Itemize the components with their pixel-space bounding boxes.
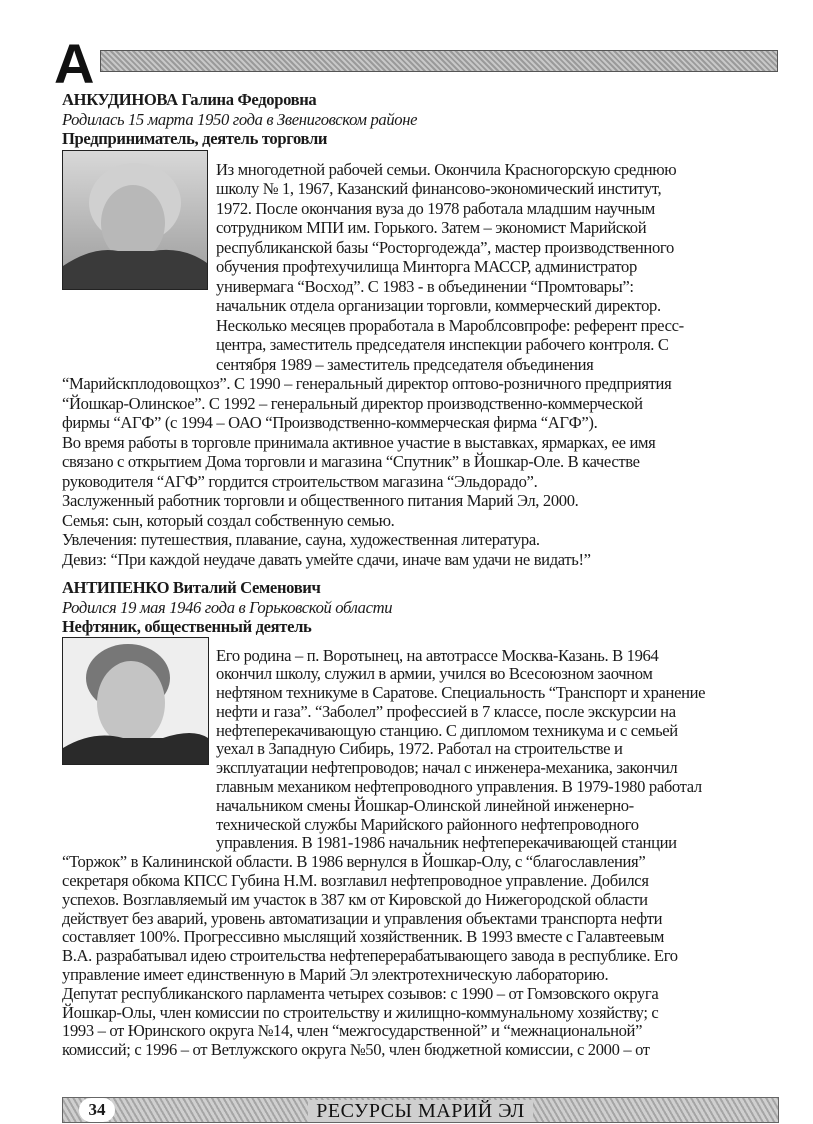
text-line: Депутат республиканского парламента четырех созывов: с 1990 – от Гомзовского округа	[62, 983, 659, 1003]
text-line: Несколько месяцев проработала в Мароблсовпрофе: референт пресс-	[216, 315, 684, 335]
text-line: начальником смены Йошкар-Олинской линейной инженерно-	[216, 795, 634, 815]
text-line: нефтяном техникуме в Саратове. Специальность “Транспорт и хранение	[216, 683, 706, 703]
text-line: “Марийскплодовощхоз”. С 1990 – генеральный директор оптово-розничного предприятия	[62, 374, 672, 393]
text-line: нефти и газа”. “Заболел” профессией в 7 классе, после экскурсии на	[216, 701, 676, 721]
profession: Предприниматель, деятель торговли	[62, 129, 328, 148]
text-line: связано с открытием Дома торговли и магазина “Спутник” в Йошкар-Оле. В качестве	[62, 452, 640, 471]
text-line: начальник отдела организации торговли, коммерческий директор.	[216, 296, 661, 315]
page-number: 34	[79, 1098, 115, 1122]
text-line: управления. В 1981-1986 начальник нефтеперекачивающей станции	[216, 833, 677, 853]
birth-info: Родилась 15 марта 1950 года в Звениговском районе	[62, 109, 418, 129]
text-line: Заслуженный работник торговли и общественного питания Марий Эл, 2000.	[62, 491, 579, 510]
text-line: В.А. разрабатывал идею строительства нефтеперерабатывающего завода в республике. Его	[62, 946, 678, 966]
text-line: обучения профтехучилища Минторга МАССР, администратор	[216, 257, 637, 276]
person-name: АНКУДИНОВА Галина Федоровна	[62, 90, 317, 109]
text-line: Семья: сын, который создал собственную семью.	[62, 510, 395, 530]
portrait-photo	[62, 637, 209, 765]
text-line: составляет 100%. Прогрессивно мыслящий хозяйственник. В 1993 вместе с Галавтеевым	[62, 927, 665, 947]
text-line: 1993 – от Юринского округа №14, член “межгосударственной” и “межнациональной”	[62, 1021, 643, 1041]
text-line: нефтеперекачивающую станцию. С дипломом техникума и с семьей	[216, 720, 678, 740]
text-line: универмага “Восход”. С 1983 - в объединении “Промтовары”:	[216, 276, 634, 296]
section-header-bar	[100, 50, 778, 72]
portrait-photo	[62, 150, 208, 290]
profession: Нефтяник, общественный деятель	[62, 617, 312, 636]
text-line: “Йошкар-Олинское”. С 1992 – генеральный директор производственно-коммерческой	[62, 393, 643, 413]
page-footer	[62, 1097, 779, 1123]
text-line: сентября 1989 – заместитель председателя объединения	[216, 354, 594, 374]
text-line: главным механиком нефтепроводного управления. В 1979-1980 работал	[216, 777, 702, 797]
text-line: Его родина – п. Воротынец, на автотрассе Москва-Казань. В 1964	[216, 645, 659, 665]
text-line: действует без аварий, уровень автоматизации и управления объектами транспорта нефти	[62, 908, 663, 928]
text-line: фирмы “АГФ” (с 1994 – ОАО “Производственно-коммерческая фирма “АГФ”).	[62, 413, 598, 432]
birth-info: Родился 19 мая 1946 года в Горьковской области	[62, 597, 393, 617]
section-letter: А	[54, 32, 95, 95]
biography-entry	[62, 578, 782, 1060]
text-line: 1972. После окончания вуза до 1978 работала младшим научным	[216, 198, 655, 218]
text-line: секретаря обкома КПСС Губина Н.М. возглавил нефтепроводное управление. Добился	[62, 871, 649, 891]
text-line: Йошкар-Олы, член комиссии по строительству и жилищно-коммунальному хозяйству; с	[62, 1002, 659, 1022]
text-line: эксплуатации нефтепроводов; начал с инженера-механика, закончил	[216, 758, 678, 778]
text-line: Из многодетной рабочей семьи. Окончила Красногорскую среднюю	[216, 159, 677, 179]
text-line: уехал в Западную Сибирь, 1972. Работал на строительстве и	[216, 739, 623, 759]
text-line: успехов. Возглавляемый им участок в 387 км от Кировской до Нижегородской области	[62, 889, 648, 909]
text-line: “Торжок” в Калининской области. В 1986 вернулся в Йошкар-Олу, с “благославления”	[62, 852, 646, 872]
biography-entry	[62, 90, 782, 569]
text-line: центра, заместитель председателя инспекции рабочего контроля. С	[216, 335, 669, 354]
text-line: республиканской базы “Росторгодежда”, мастер производственного	[216, 237, 674, 257]
text-line: сотрудником МПИ им. Горького. Затем – экономист Марийской	[216, 218, 647, 237]
text-line: управление имеет единственную в Марий Эл электротехническую лабораторию.	[62, 965, 609, 985]
text-line: Во время работы в торговле принимала активное участие в выставках, ярмарках, ее имя	[62, 432, 656, 452]
text-line: школу № 1, 1967, Казанский финансово-экономический институт,	[216, 179, 662, 198]
publication-title: РЕСУРСЫ МАРИЙ ЭЛ	[308, 1100, 532, 1122]
text-line: руководителя “АГФ” гордится строительством магазина “Эльдорадо”.	[62, 471, 538, 491]
text-line: комиссий; с 1996 – от Ветлужского округа №50, член бюджетной комиссии, с 2000 – от	[62, 1040, 650, 1060]
person-name: АНТИПЕНКО Виталий Семенович	[62, 578, 321, 597]
text-line: Увлечения: путешествия, плавание, сауна, художественная литература.	[62, 530, 540, 549]
text-line: Девиз: “При каждой неудаче давать умейте сдачи, иначе вам удачи не видать!”	[62, 549, 591, 569]
text-line: технической службы Марийского районного нефтепроводного	[216, 814, 639, 834]
text-line: окончил школу, служил в армии, учился во Всесоюзном заочном	[216, 664, 653, 684]
